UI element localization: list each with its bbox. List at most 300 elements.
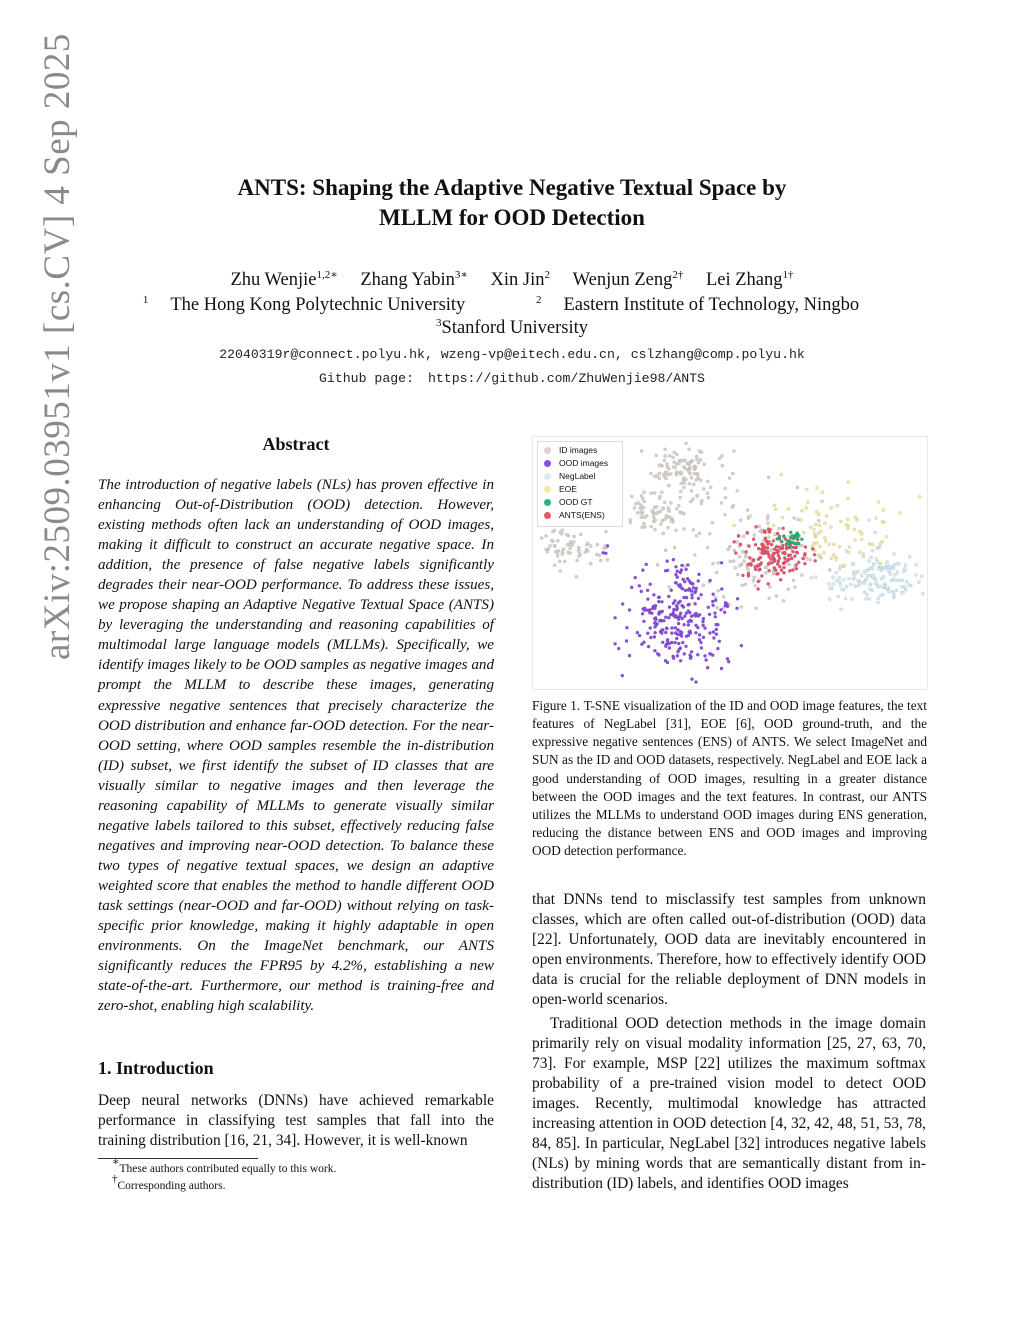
scatter-point [839, 520, 842, 523]
scatter-point [675, 581, 678, 584]
scatter-point [828, 568, 831, 571]
scatter-point [797, 561, 800, 564]
scatter-point [690, 593, 693, 596]
scatter-point [641, 512, 644, 515]
scatter-point [670, 589, 673, 592]
scatter-point [726, 657, 729, 660]
scatter-point [782, 571, 785, 574]
scatter-point [679, 490, 682, 493]
scatter-point [606, 544, 609, 547]
scatter-point [818, 545, 821, 548]
author-name: Wenjun Zeng [572, 270, 673, 290]
scatter-point [885, 563, 888, 566]
scatter-point [720, 501, 723, 504]
scatter-point [657, 600, 660, 603]
scatter-point [646, 598, 649, 601]
legend-item-eoe [544, 483, 577, 495]
scatter-point [853, 577, 856, 580]
author [360, 270, 468, 290]
scatter-point [668, 646, 671, 649]
scatter-point [673, 461, 676, 464]
scatter-point [863, 582, 866, 585]
scatter-point [654, 631, 657, 634]
scatter-point [650, 525, 653, 528]
scatter-point [777, 527, 780, 530]
scatter-point [764, 537, 767, 540]
scatter-point [679, 612, 682, 615]
scatter-point [862, 552, 865, 555]
scatter-point [885, 535, 888, 538]
scatter-point [672, 608, 675, 611]
scatter-point [817, 513, 820, 516]
legend-label: NegLabel [559, 471, 596, 481]
scatter-point [732, 449, 735, 452]
title-line-2: MLLM for OOD Detection [379, 205, 645, 230]
scatter-point [664, 448, 667, 451]
scatter-point [792, 579, 795, 582]
scatter-point [661, 610, 664, 613]
scatter-point [689, 630, 692, 633]
scatter-point [668, 606, 671, 609]
scatter-point [838, 581, 841, 584]
scatter-point [777, 554, 780, 557]
scatter-point [775, 545, 778, 548]
footnote-mark: † [112, 1173, 118, 1185]
scatter-point [777, 560, 780, 563]
scatter-point [585, 548, 588, 551]
scatter-point [766, 522, 769, 525]
scatter-point [849, 583, 852, 586]
scatter-point [621, 602, 624, 605]
scatter-point [628, 654, 631, 657]
scatter-point [817, 554, 820, 557]
scatter-point [860, 538, 863, 541]
scatter-point [904, 588, 907, 591]
scatter-point [761, 543, 764, 546]
scatter-point [673, 546, 676, 549]
scatter-point [656, 652, 659, 655]
scatter-point [741, 584, 744, 587]
scatter-point [717, 561, 720, 564]
scatter-point [715, 633, 718, 636]
scatter-point [680, 634, 683, 637]
scatter-point [676, 650, 679, 653]
scatter-point [669, 501, 672, 504]
affiliation-name: Stanford University [441, 318, 588, 338]
scatter-point [850, 597, 853, 600]
scatter-point [656, 563, 659, 566]
paper-title [112, 173, 912, 233]
author [706, 270, 794, 290]
scatter-point [757, 568, 760, 571]
affiliations-row-1 [112, 295, 912, 316]
scatter-point [875, 557, 878, 560]
affiliation-sup: 2 [535, 294, 542, 306]
scatter-point [856, 579, 859, 582]
scatter-point [670, 626, 673, 629]
scatter-point [633, 507, 636, 510]
scatter-point [702, 636, 705, 639]
scatter-point [780, 569, 783, 572]
scatter-point [659, 523, 662, 526]
scatter-point [706, 480, 709, 483]
scatter-point [847, 577, 850, 580]
legend-label: OOD GT [559, 497, 593, 507]
scatter-point [809, 526, 812, 529]
scatter-point [703, 463, 706, 466]
scatter-point [682, 578, 685, 581]
scatter-point [658, 497, 661, 500]
scatter-point [545, 548, 548, 551]
scatter-point [892, 552, 895, 555]
scatter-point [729, 560, 732, 563]
scatter-point [921, 592, 924, 595]
scatter-point [550, 539, 553, 542]
scatter-point [851, 562, 854, 565]
scatter-point [661, 629, 664, 632]
scatter-point [801, 544, 804, 547]
scatter-point [692, 586, 695, 589]
scatter-point [800, 538, 803, 541]
scatter-point [896, 571, 899, 574]
scatter-point [728, 477, 731, 480]
author [573, 270, 684, 290]
affiliation [436, 318, 588, 338]
scatter-point [754, 525, 757, 528]
scatter-point [695, 587, 698, 590]
scatter-point [690, 476, 693, 479]
author-sup: 1,2∗ [316, 269, 338, 281]
scatter-point [846, 518, 849, 521]
scatter-point [698, 532, 701, 535]
scatter-point [674, 631, 677, 634]
scatter-point [614, 642, 617, 645]
scatter-point [870, 556, 873, 559]
scatter-point [817, 519, 820, 522]
scatter-point [871, 543, 874, 546]
scatter-point [673, 599, 676, 602]
scatter-point [696, 495, 699, 498]
abstract-text: The introduction of negative labels (NLs) has proven effective in enhancing Out-of-Distribution (OOD) detection. However, existing methods often lack an understanding of OOD images, making it difficult to construct an accurate negative space. In addition, the presence of false negative labels significantly degrades their near-OOD performance. To address these issues, we propose shaping an Adaptive Negative Textual Space (ANTS) by leveraging the understanding and reasoning capabilities of multimodal large language models (MLLMs). Specifically, we identify images likely to be OOD samples as negative images and prompt the MLLM to describe these images, generating expressive negative sentences that precisely characterize the OOD distribution and enhance far-OOD detection. For the near-OOD setting, where OOD samples resemble the in-distribution (ID) subset, we first identify the subset of ID classes that are visually similar to negative images and then leverage the reasoning capability of MLLMs to generate visually similar negative labels tailored to this subset, effectively reducing false negatives and improving near-OOD detection. To balance these two types of negative textual spaces, we design an adaptive weighted score that enables the method to handle different OOD task settings (near-OOD and far-OOD) without relying on task-specific prior knowledge, making it highly adaptable in open environments. On the ImageNet benchmark, our ANTS significantly reduces the FPR95 by 4.2%, establishing a new state-of-the-art. Furthermore, our method is training-free and zero-shot, enabling high scalability. [98, 477, 494, 1015]
legend-swatch [544, 512, 551, 519]
scatter-point [708, 532, 711, 535]
scatter-point [787, 563, 790, 566]
author-name: Lei Zhang [705, 270, 783, 290]
scatter-point [780, 540, 783, 543]
scatter-point [828, 543, 831, 546]
scatter-point [604, 530, 607, 533]
scatter-point [683, 652, 686, 655]
scatter-point [736, 540, 739, 543]
scatter-point [691, 582, 694, 585]
scatter-point [865, 578, 868, 581]
scatter-point [700, 646, 703, 649]
scatter-point [682, 486, 685, 489]
scatter-point [857, 584, 860, 587]
scatter-point [653, 475, 656, 478]
scatter-point [724, 487, 727, 490]
scatter-point [838, 545, 841, 548]
scatter-point [740, 644, 743, 647]
scatter-point [687, 620, 690, 623]
scatter-point [780, 473, 783, 476]
scatter-point [901, 591, 904, 594]
scatter-point [892, 578, 895, 581]
scatter-point [793, 555, 796, 558]
scatter-point [812, 528, 815, 531]
scatter-point [577, 555, 580, 558]
scatter-point [868, 597, 871, 600]
scatter-point [736, 489, 739, 492]
scatter-point [660, 600, 663, 603]
scatter-point [814, 576, 817, 579]
scatter-point [783, 551, 786, 554]
scatter-point [621, 674, 624, 677]
scatter-point [660, 491, 663, 494]
scatter-point [783, 560, 786, 563]
scatter-point [778, 565, 781, 568]
scatter-point [892, 567, 895, 570]
scatter-point [569, 540, 572, 543]
scatter-point [700, 451, 703, 454]
scatter-point [737, 534, 740, 537]
scatter-point [731, 506, 734, 509]
scatter-point [868, 559, 871, 562]
scatter-point [782, 527, 785, 530]
scatter-point [714, 615, 717, 618]
scatter-point [559, 569, 562, 572]
legend-item-ood-images [544, 457, 608, 469]
scatter-point [640, 504, 643, 507]
scatter-point [754, 543, 757, 546]
figure-legend [537, 441, 623, 527]
scatter-point [871, 567, 874, 570]
scatter-point [682, 459, 685, 462]
legend-label: OOD images [559, 458, 609, 468]
scatter-point [757, 547, 760, 550]
scatter-point [877, 597, 880, 600]
scatter-point [777, 550, 780, 553]
scatter-point [900, 585, 903, 588]
scatter-point [766, 514, 769, 517]
scatter-point [667, 526, 670, 529]
scatter-point [914, 573, 917, 576]
scatter-point [652, 516, 655, 519]
scatter-point [749, 514, 752, 517]
scatter-point [667, 509, 670, 512]
scatter-point [684, 589, 687, 592]
scatter-point [863, 591, 866, 594]
scatter-point [800, 518, 803, 521]
scatter-point [680, 482, 683, 485]
scatter-point [667, 595, 670, 598]
scatter-point [788, 569, 791, 572]
scatter-point [712, 636, 715, 639]
scatter-point [636, 631, 639, 634]
scatter-point [661, 507, 664, 510]
scatter-point [774, 569, 777, 572]
scatter-point [767, 562, 770, 565]
scatter-point [642, 506, 645, 509]
scatter-point [766, 517, 769, 520]
scatter-point [651, 509, 654, 512]
scatter-point [698, 633, 701, 636]
scatter-point [732, 524, 735, 527]
scatter-point [802, 531, 805, 534]
scatter-point [741, 574, 744, 577]
scatter-point [915, 563, 918, 566]
scatter-point [696, 473, 699, 476]
scatter-point [808, 558, 811, 561]
footnote-equal-contribution [112, 1156, 337, 1175]
scatter-point [874, 578, 877, 581]
scatter-point [767, 536, 770, 539]
scatter-point [793, 546, 796, 549]
scatter-point [868, 588, 871, 591]
legend-label: ID images [559, 445, 598, 455]
scatter-point [840, 588, 843, 591]
scatter-point [664, 645, 667, 648]
scatter-point [694, 680, 697, 683]
scatter-point [689, 657, 692, 660]
scatter-point [747, 572, 750, 575]
scatter-point [801, 557, 804, 560]
scatter-point [843, 564, 846, 567]
scatter-point [888, 565, 891, 568]
scatter-point [700, 499, 703, 502]
github-link[interactable]: https://github.com/ZhuWenjie98/ANTS [427, 371, 705, 386]
scatter-point [752, 559, 755, 562]
scatter-point [783, 557, 786, 560]
scatter-point [606, 558, 609, 561]
scatter-point [685, 596, 688, 599]
scatter-point [642, 620, 645, 623]
scatter-point [748, 556, 751, 559]
scatter-point [720, 454, 723, 457]
scatter-point [687, 623, 690, 626]
scatter-point [652, 593, 655, 596]
scatter-point [553, 564, 556, 567]
scatter-point [836, 504, 839, 507]
scatter-point [901, 579, 904, 582]
scatter-point [629, 521, 632, 524]
scatter-point [586, 542, 589, 545]
scatter-point [759, 556, 762, 559]
scatter-point [714, 599, 717, 602]
scatter-point [882, 509, 885, 512]
scatter-point [646, 589, 649, 592]
footnote-text: These authors contributed equally to this work. [119, 1163, 337, 1175]
scatter-point [877, 567, 880, 570]
scatter-point [874, 531, 877, 534]
scatter-point [876, 561, 879, 564]
scatter-point [688, 588, 691, 591]
scatter-point [675, 507, 678, 510]
scatter-point [670, 641, 673, 644]
scatter-point [664, 549, 667, 552]
scatter-point [625, 626, 628, 629]
scatter-point [738, 564, 741, 567]
scatter-point [889, 572, 892, 575]
scatter-point [772, 524, 775, 527]
scatter-point [875, 582, 878, 585]
scatter-point [856, 518, 859, 521]
scatter-point [682, 476, 685, 479]
affiliation-name: Eastern Institute of Technology, Ningbo [563, 295, 860, 315]
scatter-point [781, 544, 784, 547]
scatter-point [663, 501, 666, 504]
scatter-point [839, 584, 842, 587]
scatter-point [701, 620, 704, 623]
scatter-point [651, 607, 654, 610]
scatter-point [575, 575, 578, 578]
scatter-point [563, 560, 566, 563]
scatter-point [556, 539, 559, 542]
scatter-point [860, 574, 863, 577]
scatter-point [860, 532, 863, 535]
scatter-point [858, 551, 861, 554]
scatter-point [691, 596, 694, 599]
scatter-point [706, 666, 709, 669]
scatter-point [821, 500, 824, 503]
scatter-point [722, 595, 725, 598]
scatter-point [641, 612, 644, 615]
scatter-point [677, 622, 680, 625]
scatter-point [640, 516, 643, 519]
scatter-point [669, 472, 672, 475]
scatter-point [697, 579, 700, 582]
legend-item-id-images [544, 444, 597, 456]
scatter-point [821, 491, 824, 494]
scatter-point [637, 501, 640, 504]
author-list [112, 270, 912, 291]
scatter-point [720, 587, 723, 590]
scatter-point [683, 481, 686, 484]
scatter-point [658, 464, 661, 467]
scatter-point [877, 500, 880, 503]
scatter-point [758, 525, 761, 528]
scatter-point [839, 608, 842, 611]
scatter-point [775, 594, 778, 597]
scatter-point [794, 586, 797, 589]
scatter-point [739, 543, 742, 546]
scatter-point [695, 455, 698, 458]
scatter-point [672, 465, 675, 468]
scatter-point [791, 569, 794, 572]
scatter-point [662, 473, 665, 476]
scatter-point [665, 627, 668, 630]
scatter-point [747, 517, 750, 520]
scatter-point [830, 587, 833, 590]
scatter-point [670, 632, 673, 635]
scatter-point [688, 603, 691, 606]
intro-paragraph: Deep neural networks (DNNs) have achieved remarkable performance in classifying test samples that fall into the training distribution [16, 21, 34]. However, it is well-known [98, 1092, 494, 1149]
scatter-point [803, 554, 806, 557]
scatter-point [782, 535, 785, 538]
scatter-point [766, 546, 769, 549]
legend-item-neglabel [544, 470, 595, 482]
scatter-point [705, 658, 708, 661]
scatter-point [746, 509, 749, 512]
scatter-point [789, 545, 792, 548]
scatter-point [679, 659, 682, 662]
scatter-point [684, 645, 687, 648]
scatter-point [865, 593, 868, 596]
scatter-point [706, 492, 709, 495]
scatter-point [770, 549, 773, 552]
scatter-point [830, 506, 833, 509]
scatter-point [887, 590, 890, 593]
